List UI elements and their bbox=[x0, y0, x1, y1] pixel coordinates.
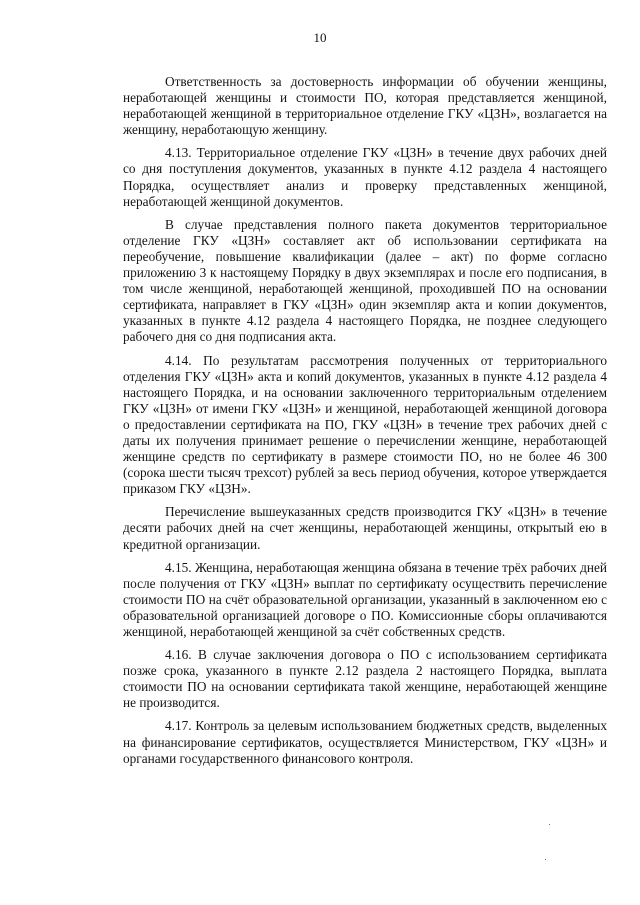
paragraph-4-14: 4.14. По результатам рассмотрения полученных от территориального отделения ГКУ «ЦЗН» акта и копий документов, указанных в пункте 4.12 раздела 4 настоящего Порядка, и на основании заключенного территориальным отделением ГКУ «ЦЗН» от имени ГКУ «ЦЗН» и женщиной, неработающей женщиной договора о предоставлении сертификата на ПО, ГКУ «ЦЗН» в течение трех рабочих дней с даты их получения принимает решение о перечислении женщине, неработающей женщине средств по сертификату в размере стоимости ПО, но не более 46 300 (сорока шести тысяч трехсот) рублей за весь период обучения, которое утверждается приказом ГКУ «ЦЗН». bbox=[123, 352, 607, 497]
scan-speck bbox=[545, 859, 546, 860]
paragraph-4-13: 4.13. Территориальное отделение ГКУ «ЦЗН» в течение двух рабочих дней со дня поступления документов, указанных в пункте 4.12 раздела 4 настоящего Порядка, осуществляет анализ и проверку представленных женщиной, неработающей женщиной документов. bbox=[123, 145, 607, 209]
paragraph-responsibility: Ответственность за достоверность информации об обучении женщины, неработающей женщины и стоимости ПО, которая представляется женщиной, неработающей женщиной в территориальное отделение ГКУ «ЦЗН», возлагается на женщину, неработающую женщину. bbox=[123, 74, 607, 138]
page-number: 10 bbox=[313, 30, 327, 45]
paragraph-4-17: 4.17. Контроль за целевым использованием бюджетных средств, выделенных на финансирование сертификатов, осуществляется Министерством, ГКУ «ЦЗН» и органами государственного финансового контроля. bbox=[123, 718, 607, 766]
paragraph-4-15: 4.15. Женщина, неработающая женщина обязана в течение трёх рабочих дней после получения от ГКУ «ЦЗН» выплат по сертификату осуществить перечисление стоимости ПО на счёт образовательной организации, указанный в заключенном ею с образовательной организацией договоре о ПО. Комиссионные сборы оплачиваются женщиной, неработающей женщиной за счёт собственных средств. bbox=[123, 559, 607, 639]
paragraph-4-14-transfer: Перечисление вышеуказанных средств производится ГКУ «ЦЗН» в течение десяти рабочих дней на счет женщины, неработающей женщины, открытый ею в кредитной организации. bbox=[123, 504, 607, 552]
paragraph-4-13-act: В случае представления полного пакета документов территориальное отделение ГКУ «ЦЗН» составляет акт об использовании сертификата на переобучение, повышение квалификации (далее – акт) по форме согласно приложению 3 к настоящему Порядку в двух экземплярах и после его подписания, в том числе женщиной, неработающей женщиной, проходившей ПО на основании сертификата, направляет в ГКУ «ЦЗН» один экземпляр акта и копии документов, указанных в пункте 4.12 раздела 4 настоящего Порядка, не позднее следующего рабочего дня со дня подписания акта. bbox=[123, 216, 607, 345]
scan-speck bbox=[549, 824, 550, 825]
document-body bbox=[123, 74, 607, 767]
paragraph-4-16: 4.16. В случае заключения договора о ПО с использованием сертификата позже срока, указанного в пункте 2.12 раздела 2 настоящего Порядка, выплата стоимости ПО на основании сертификата такой женщине, неработающей женщине не производится. bbox=[123, 647, 607, 711]
